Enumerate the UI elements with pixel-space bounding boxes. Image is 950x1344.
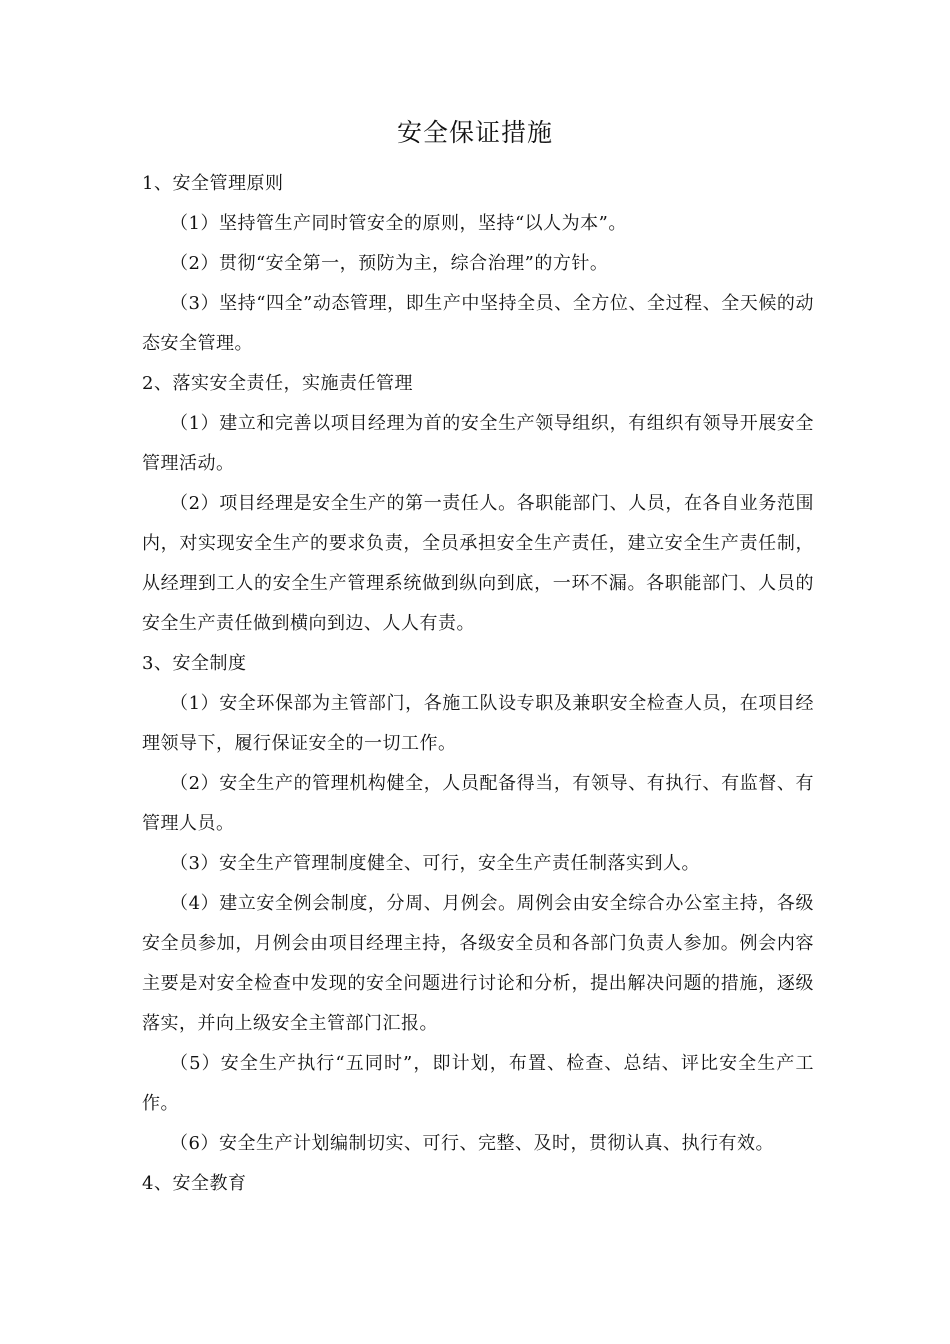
section-1-paragraph-3: （3）坚持“四全”动态管理，即生产中坚持全员、全方位、全过程、全天候的动态安全管理。 (142, 293, 814, 354)
section-2-paragraph-2: （2）项目经理是安全生产的第一责任人。各职能部门、人员，在各自业务范围内，对实现安全生产的要求负责，全员承担安全生产责任，建立安全生产责任制，从经理到工人的安全生产管理系统做到纵向到底，一环不漏。各职能部门、人员的安全生产责任做到横向到边、人人有责。 (142, 493, 814, 634)
section-2-heading: 2、落实安全责任，实施责任管理 (142, 373, 413, 394)
section-1-paragraph-1: （1）坚持管生产同时管安全的原则，坚持“以人为本”。 (170, 213, 627, 234)
section-3-paragraph-3: （3）安全生产管理制度健全、可行，安全生产责任制落实到人。 (170, 853, 700, 874)
section-3-paragraph-5: （5）安全生产执行“五同时”，即计划，布置、检查、总结、评比安全生产工作。 (142, 1053, 814, 1114)
document-body (142, 164, 814, 1204)
section-3-paragraph-6: （6）安全生产计划编制切实、可行、完整、及时，贯彻认真、执行有效。 (170, 1133, 774, 1154)
section-3-paragraph-4: （4）建立安全例会制度，分周、月例会。周例会由安全综合办公室主持，各级安全员参加，月例会由项目经理主持，各级安全员和各部门负责人参加。例会内容主要是对安全检查中发现的安全问题进行讨论和分析，提出解决问题的措施，逐级落实，并向上级安全主管部门汇报。 (142, 893, 814, 1034)
section-1-paragraph-2: （2）贯彻“安全第一，预防为主，综合治理”的方针。 (170, 253, 609, 274)
section-3-paragraph-2: （2）安全生产的管理机构健全，人员配备得当，有领导、有执行、有监督、有管理人员。 (142, 773, 814, 834)
document-title: 安全保证措施 (396, 118, 553, 147)
section-2-paragraph-1: （1）建立和完善以项目经理为首的安全生产领导组织，有组织有领导开展安全管理活动。 (142, 413, 814, 474)
section-3-heading: 3、安全制度 (142, 653, 247, 674)
section-3-paragraph-1: （1）安全环保部为主管部门，各施工队设专职及兼职安全检查人员，在项目经理领导下，履行保证安全的一切工作。 (142, 693, 814, 754)
section-1-heading: 1、安全管理原则 (142, 173, 284, 194)
section-4-heading: 4、安全教育 (142, 1173, 247, 1194)
